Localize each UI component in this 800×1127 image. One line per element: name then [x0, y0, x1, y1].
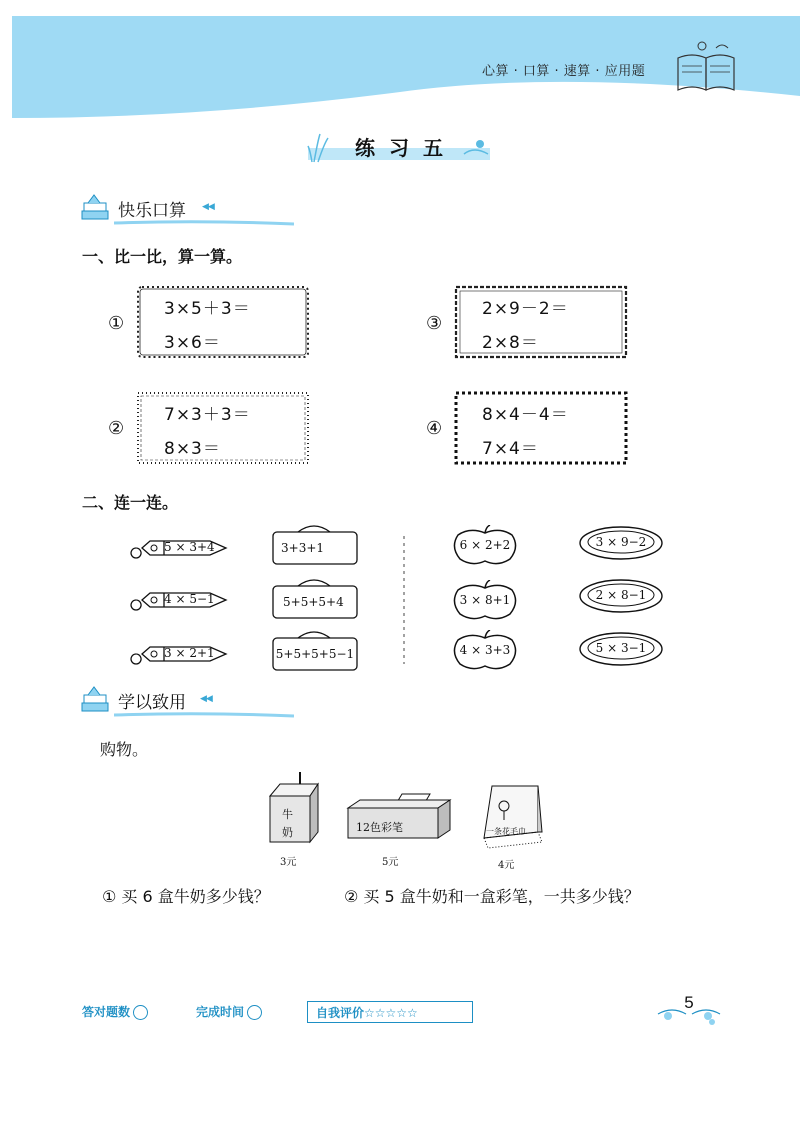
expression: 2×9－2＝ [482, 299, 569, 319]
compare-box-1 [134, 283, 312, 361]
towel-label: 一条花毛巾 [486, 827, 526, 836]
problem-1: ① 买 6 盒牛奶多少钱？ [102, 887, 270, 906]
question-1-title: 一、比一比，算一算。 [82, 247, 243, 266]
plate-expression: 3 × 9−2 [595, 535, 647, 549]
smiley-icon [247, 1005, 262, 1020]
apple-shape [450, 630, 520, 670]
dashed-divider [402, 536, 406, 664]
milk-price: 3元 [280, 857, 297, 868]
item-number: ④ [426, 418, 443, 439]
item-number: ③ [426, 313, 443, 334]
pen-box [344, 790, 452, 846]
correct-count-text: 答对题数 [82, 1005, 131, 1019]
pen-label: 12色彩笔 [356, 821, 403, 834]
key-expression: 3 × 2+1 [164, 646, 215, 660]
plate-shape [578, 578, 664, 616]
self-eval-box [307, 1001, 473, 1023]
compare-box-4 [452, 389, 630, 467]
card-expression: 3+3+1 [281, 541, 325, 555]
card-expression: 5+5+5+5−1 [275, 647, 355, 661]
milk-label: 牛 [282, 808, 293, 821]
plate-expression: 2 × 8−1 [595, 588, 647, 602]
plate-expression: 5 × 3−1 [595, 641, 647, 655]
expression: 2×8＝ [482, 333, 539, 353]
towel-price: 4元 [498, 860, 515, 871]
problem-2: ② 买 5 盒牛奶和一盒彩笔，一共多少钱？ [344, 887, 640, 906]
section-mental-label: 快乐口算 [118, 201, 186, 221]
shopping-title: 购物。 [100, 740, 149, 759]
plate-shape [578, 631, 664, 669]
item-number: ① [108, 313, 125, 334]
book-icon [672, 38, 742, 94]
correct-count-label [82, 1003, 148, 1020]
pen-price: 5元 [382, 857, 399, 868]
key-shape [130, 533, 230, 563]
section-underline [114, 712, 294, 718]
page-number: 5 [684, 993, 694, 1012]
time-used-label [196, 1003, 262, 1020]
lock-card [270, 574, 360, 622]
plate-shape [578, 525, 664, 563]
expression: 8×3＝ [164, 439, 221, 459]
key-shape [130, 585, 230, 615]
section-underline [114, 220, 294, 226]
time-used-text: 完成时间 [196, 1005, 245, 1019]
book-stack-icon [78, 685, 114, 715]
self-eval-text: 自我评价☆☆☆☆☆ [316, 1006, 418, 1020]
arrow-icon: ◀◀ [200, 694, 212, 704]
header-subtitle: 心算 · 口算 · 速算 · 应用题 [482, 64, 646, 79]
towel [476, 778, 546, 850]
apple-expression: 4 × 3+3 [459, 643, 511, 657]
book-stack-icon [78, 193, 114, 223]
apple-shape [450, 525, 520, 565]
arrow-icon: ◀◀ [202, 202, 214, 212]
milk-carton [266, 770, 326, 846]
section-applied-label: 学以致用 [118, 693, 186, 713]
lock-card [270, 520, 360, 568]
expression: 8×4－4＝ [482, 405, 569, 425]
compare-box-2 [134, 389, 312, 467]
item-number: ② [108, 418, 125, 439]
expression: 3×5＋3＝ [164, 299, 251, 319]
expression: 3×6＝ [164, 333, 221, 353]
smiley-icon [133, 1005, 148, 1020]
page-title: 练习五 [355, 136, 457, 160]
apple-expression: 6 × 2+2 [459, 538, 511, 552]
expression: 7×4＝ [482, 439, 539, 459]
lock-card [270, 626, 360, 674]
card-expression: 5+5+5+4 [283, 595, 344, 609]
key-expression: 5 × 3+4 [164, 540, 215, 554]
compare-box-3 [452, 283, 630, 361]
apple-expression: 3 × 8+1 [459, 593, 511, 607]
expression: 7×3＋3＝ [164, 405, 251, 425]
key-shape [130, 639, 230, 669]
milk-label: 奶 [282, 826, 293, 839]
apple-shape [450, 580, 520, 620]
key-expression: 4 × 5−1 [164, 592, 215, 606]
question-2-title: 二、连一连。 [82, 493, 179, 512]
